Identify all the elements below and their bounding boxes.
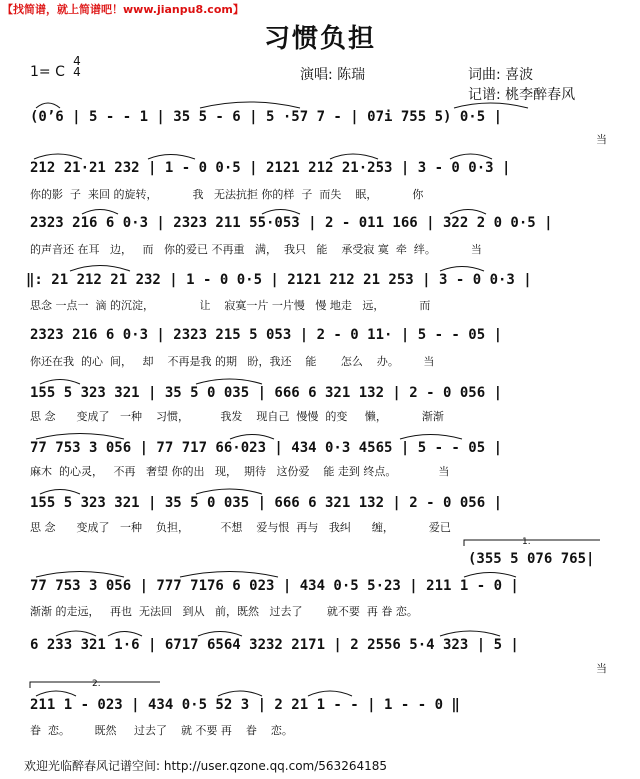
footer-note: 欢迎光临醉春风记谱空间: http://user.qzone.qq.com/563264185 <box>24 759 388 773</box>
slur <box>36 691 76 696</box>
slur <box>218 691 262 696</box>
site-banner: 【找简谱，就上简谱吧！www.jianpu8.com】 <box>2 3 244 16</box>
score-lyrics-line-10: 当 <box>596 662 607 675</box>
slur <box>440 631 500 636</box>
slur <box>56 631 96 636</box>
score-notes-line-5: 2323 216 6 0·3 | 2323 215 5 053 | 2 - 0 11· | 5 - - 05 | <box>30 327 503 343</box>
slur <box>198 632 242 637</box>
time-bottom: 4 <box>73 65 81 79</box>
score-bracket-notes: (355 5 076 765| <box>468 551 595 567</box>
slur <box>200 102 300 108</box>
slur <box>82 210 118 215</box>
composer-credit: 词曲: 喜波 <box>468 67 534 83</box>
slur <box>36 434 124 440</box>
slur <box>148 155 195 160</box>
slur <box>40 380 80 385</box>
slur <box>450 154 492 159</box>
score-notes-line-1: (0’6 | 5 - - 1 | 35 5 - 6 | 5 ·57 7 - | 07i 755 5) 0·5 | <box>30 109 503 125</box>
song-title: 习惯负担 <box>263 24 376 54</box>
score-notes-line-7: 77 753 3 056 | 77 717 66·023 | 434 0·3 4565 | 5 - - 05 | <box>30 440 503 456</box>
score-notes-line-8: 155 5 323 321 | 35 5 0 035 | 666 6 321 132 | 2 - 0 056 | <box>30 495 503 511</box>
slur <box>262 210 300 215</box>
score-notes-line-10: 6 233 321 1·6 | 6717 6564 3232 2171 | 2 2556 5·4 323 | 5 | <box>30 637 519 653</box>
score-lyrics-line-6: 思 念 变成了 一种 习惯， 我发 现自己 慢慢 的变 懒， 渐渐 <box>30 410 444 423</box>
key-signature: 1= C <box>30 64 65 80</box>
slur <box>180 572 278 578</box>
slur <box>450 210 486 215</box>
score-lyrics-line-5: 你还在我 的心 间， 却 不再是我 的期 盼，我还 能 怎么 办。 当 <box>30 355 435 368</box>
slur <box>36 103 60 108</box>
slur <box>440 267 484 272</box>
score-lyrics-line-4: 思念 一点一 滴 的沉淀， 让 寂寞一片 一片慢 慢 地走 远， 而 <box>30 299 431 312</box>
slur <box>196 379 262 384</box>
volta-1-bracket <box>464 540 600 546</box>
slur <box>196 489 262 494</box>
score-lyrics-line-2: 你的影 子 来回 的旋转， 我 无法抗拒 你的样 子 而失 眠， 你 <box>30 188 424 201</box>
time-top: 4 <box>73 54 81 68</box>
slur <box>34 154 82 159</box>
slur <box>330 154 378 159</box>
score-lyrics-line-8: 思 念 变成了 一种 负担， 不想 爱与恨 再与 我纠 缠， 爱已 <box>30 521 451 534</box>
slur <box>40 490 80 495</box>
score-notes-line-6: 155 5 323 321 | 35 5 0 035 | 666 6 321 132 | 2 - 0 056 | <box>30 385 503 401</box>
slur <box>400 435 462 440</box>
score-lyrics-line-9: 渐渐 的走远， 再也 无法回 到从 前，既然 过去了 就不要 再 眷 恋。 <box>30 605 418 618</box>
volta-2-bracket <box>30 682 160 688</box>
score-notes-line-3: 2323 216 6 0·3 | 2323 211 55·053 | 2 - 011 166 | 322 2 0 0·5 | <box>30 215 553 231</box>
score-lyrics-line-11: 眷 恋。 既然 过去了 就 不要 再 眷 恋。 <box>30 724 293 737</box>
singer-credit: 演唱: 陈瑞 <box>300 67 366 83</box>
volta-2-label: 2. <box>92 679 101 689</box>
slur <box>36 572 124 578</box>
slur <box>454 103 528 108</box>
slur <box>464 573 516 578</box>
score-lyrics-line-7: 麻木 的心灵， 不再 奢望 你的出 现， 期待 这份爱 能 走到 终点。 当 <box>30 465 450 478</box>
score-notes-line-9: 77 753 3 056 | 777 7176 6 023 | 434 0·5 5·23 | 211 1 - 0 | <box>30 578 519 594</box>
score-notes-line-4: ‖: 21 212 21 232 | 1 - 0 0·5 | 2121 212 21 253 | 3 - 0 0·3 | <box>26 272 532 288</box>
slur <box>70 266 130 272</box>
slur <box>308 691 352 696</box>
score-notes-line-2: 212 21·21 232 | 1 - 0 0·5 | 2121 212 21·253 | 3 - 0 0·3 | <box>30 160 511 176</box>
transcriber-credit: 记谱: 桃李醉春风 <box>468 87 576 103</box>
slur <box>108 632 142 637</box>
score-lyrics-line-3: 的声音还 在耳 边， 而 你的爱已 不再重 满， 我只 能 承受寂 寞 牵 绊。 当 <box>30 243 482 256</box>
score-notes-line-11: 211 1 - 023 | 434 0·5 52 3 | 2 21 1 - - | 1 - - 0 ‖ <box>30 697 460 713</box>
score-lyrics-line-1: 当 <box>596 133 607 146</box>
slur <box>230 435 274 440</box>
volta-1-label: 1. <box>522 537 531 547</box>
